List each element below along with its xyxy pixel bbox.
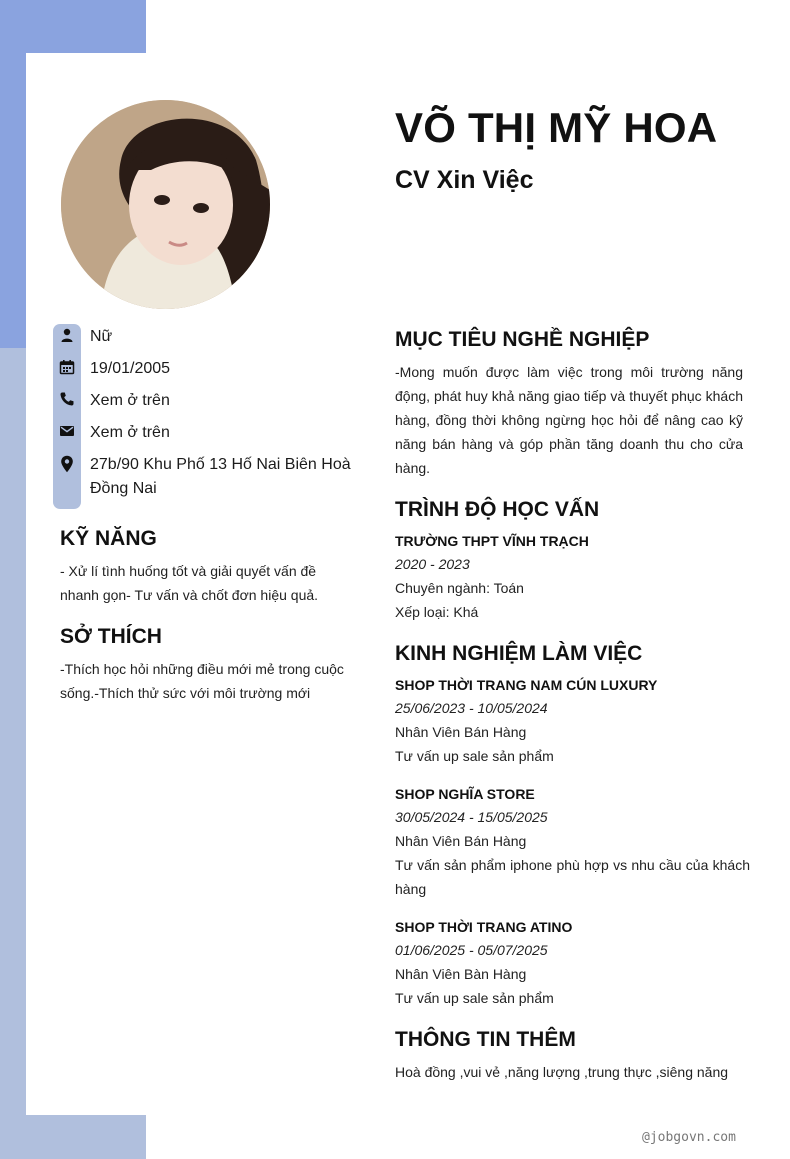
watermark: @jobgovn.com (642, 1130, 736, 1145)
education-title: TRÌNH ĐỘ HỌC VẤN (395, 498, 600, 521)
candidate-name: VÕ THỊ MỸ HOA (395, 104, 718, 151)
contact-gender-text: Nữ (90, 328, 113, 345)
contact-icon-bar (53, 324, 81, 509)
profile-photo (61, 100, 270, 309)
objective-text: -Mong muốn được làm việc trong môi trường năng động, phát huy khả năng giao tiếp và thuyết phục khách hàng, đồng thời không ngừng học hỏi để nâng cao kỹ năng bán hàng và góp phần tăng doanh thu cho cửa hàng. (395, 364, 743, 476)
job-company: SHOP THỜI TRANG ATINO (395, 919, 573, 935)
job-company: SHOP THỜI TRANG NAM CÚN LUXURY (395, 677, 658, 693)
job-description: Tư vấn up sale sản phẩm (395, 748, 554, 764)
hobbies-title: SỞ THÍCH (60, 625, 162, 648)
job-position: Nhân Viên Bán Hàng (395, 833, 527, 849)
job-position: Nhân Viên Bán Hàng (395, 724, 527, 740)
cv-subtitle: CV Xin Việc (395, 166, 534, 194)
location-pin-icon (59, 455, 75, 471)
education-major: Chuyên ngành: Toán (395, 580, 524, 596)
email-icon (59, 423, 75, 439)
contact-email-text: Xem ở trên (90, 424, 170, 441)
objective-title: MỤC TIÊU NGHỀ NGHIỆP (395, 328, 650, 351)
hobbies-text: -Thích học hỏi những điều mới mẻ trong cuộc sống.-Thích thử sức với môi trường mới (60, 661, 344, 701)
calendar-icon (59, 359, 75, 375)
contact-address-text: 27b/90 Khu Phố 13 Hố Nai Biên Hoà Đồng Nai (90, 456, 351, 497)
job-period: 30/05/2024 - 15/05/2025 (395, 809, 548, 825)
job-description: Tư vấn up sale sản phẩm (395, 990, 554, 1006)
job-period: 01/06/2025 - 05/07/2025 (395, 942, 548, 958)
additional-info-text: Hoà đồng ,vui vẻ ,năng lượng ,trung thực ,siêng năng (395, 1064, 729, 1080)
phone-icon (59, 391, 75, 407)
education-grade: Xếp loại: Khá (395, 604, 479, 620)
contact-phone-text: Xem ở trên (90, 392, 170, 409)
additional-info-title: THÔNG TIN THÊM (395, 1028, 576, 1051)
contact-birthdate-text: 19/01/2005 (90, 360, 171, 377)
job-period: 25/06/2023 - 10/05/2024 (395, 700, 548, 716)
skills-title: KỸ NĂNG (60, 527, 157, 550)
experience-title: KINH NGHIỆM LÀM VIỆC (395, 642, 643, 665)
person-icon (59, 327, 75, 343)
education-school: TRƯỜNG THPT VĨNH TRẠCH (395, 533, 589, 549)
job-position: Nhân Viên Bàn Hàng (395, 966, 527, 982)
skills-text: - Xử lí tình huống tốt và giải quyết vấn đề nhanh gọn- Tư vấn và chốt đơn hiệu quả. (60, 563, 319, 603)
education-period: 2020 - 2023 (395, 556, 470, 572)
job-company: SHOP NGHĨA STORE (395, 786, 535, 802)
job-description: Tư vấn sản phẩm iphone phù hợp vs nhu cầu của khách hàng (395, 857, 750, 897)
